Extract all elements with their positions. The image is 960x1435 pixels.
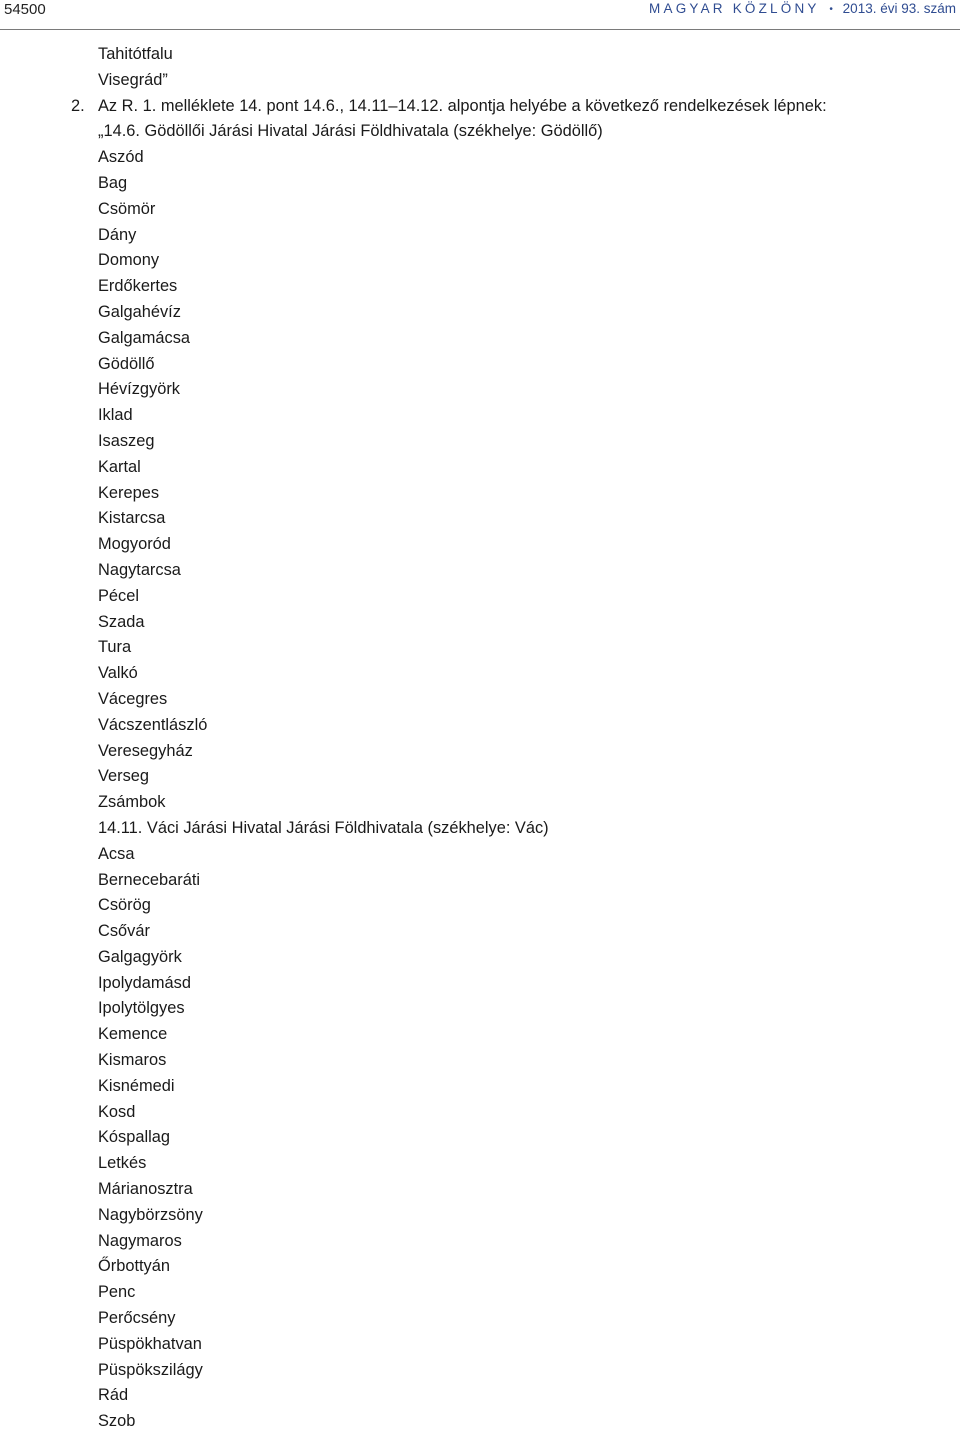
- settlement-item: Galgahévíz: [98, 302, 181, 321]
- settlement-item: Valkó: [98, 664, 138, 683]
- amendment-paragraph: [0, 94, 960, 120]
- settlement-item: Letkés: [98, 1154, 147, 1173]
- settlement-item: Mogyoród: [98, 535, 171, 554]
- settlement-item: Kartal: [98, 457, 141, 476]
- settlement-item: Dány: [98, 225, 137, 244]
- settlement-item: Őrbottyán: [98, 1257, 170, 1276]
- settlement-item: Csővár: [98, 922, 150, 941]
- settlement-item: Erdőkertes: [98, 277, 178, 296]
- settlement-item: Szada: [98, 612, 145, 631]
- settlement-item: Szob: [98, 1412, 136, 1431]
- header-separator: •: [829, 4, 833, 15]
- settlement-item: Püspökszilágy: [98, 1360, 203, 1379]
- settlement-item: Galgagyörk: [98, 947, 182, 966]
- settlement-item: Penc: [98, 1283, 136, 1302]
- settlement-item: Kisnémedi: [98, 1076, 175, 1095]
- settlement-item: Vácegres: [98, 689, 168, 708]
- list-item: Visegrád”: [98, 70, 168, 89]
- document-body: [0, 42, 960, 1435]
- settlement-item: Tura: [98, 638, 132, 657]
- settlement-item: Kistarcsa: [98, 509, 166, 528]
- settlement-item: Acsa: [98, 844, 135, 863]
- settlement-item: Isaszeg: [98, 431, 155, 450]
- settlement-item: Gödöllő: [98, 354, 155, 373]
- settlement-item: Nagybörzsöny: [98, 1205, 203, 1224]
- journal-info: [649, 1, 956, 16]
- settlement-item: Zsámbok: [98, 793, 166, 812]
- settlement-item: Pécel: [98, 586, 140, 605]
- settlement-item: Vácszentlászló: [98, 715, 208, 734]
- settlement-item: Kóspallag: [98, 1128, 170, 1147]
- settlement-item: Ipolydamásd: [98, 973, 191, 992]
- settlement-item: Ipolytölgyes: [98, 999, 185, 1018]
- settlement-item: Bernecebaráti: [98, 870, 201, 889]
- settlement-item: Nagymaros: [98, 1231, 182, 1250]
- settlement-item: Csömör: [98, 199, 156, 218]
- sections-container: [0, 119, 960, 1435]
- settlement-item: Bag: [98, 173, 128, 192]
- journal-issue: 2013. évi 93. szám: [842, 1, 956, 16]
- section-heading: „14.6. Gödöllői Járási Hivatal Járási Földhivatala (székhelye: Gödöllő): [98, 122, 603, 141]
- settlement-item: Kerepes: [98, 483, 160, 502]
- settlement-item: Csörög: [98, 896, 151, 915]
- settlement-item: Hévízgyörk: [98, 380, 180, 399]
- settlement-item: Kismaros: [98, 1051, 167, 1070]
- settlement-item: Verseg: [98, 767, 150, 786]
- settlement-item: Aszód: [98, 148, 144, 167]
- settlement-item: Márianosztra: [98, 1180, 193, 1199]
- settlement-item: Domony: [98, 251, 160, 270]
- page-header: [0, 0, 960, 30]
- settlement-item: Kemence: [98, 1025, 168, 1044]
- settlement-item: Kosd: [98, 1102, 136, 1121]
- section-heading: 14.11. Váci Járási Hivatal Járási Földhivatala (székhelye: Vác): [98, 818, 549, 837]
- amendment-number: 2.: [71, 96, 85, 115]
- settlement-item: Püspökhatvan: [98, 1334, 202, 1353]
- settlement-item: Perőcsény: [98, 1309, 176, 1328]
- amendment-text: Az R. 1. melléklete 14. pont 14.6., 14.11–14.12. alpontja helyébe a következő rendelkezések lépnek:: [98, 96, 827, 115]
- settlement-item: Iklad: [98, 406, 133, 425]
- settlement-item: Galgamácsa: [98, 328, 191, 347]
- journal-name: MAGYAR KÖZLÖNY: [649, 1, 820, 16]
- list-item: Tahitótfalu: [98, 45, 173, 63]
- settlement-item: Nagytarcsa: [98, 560, 181, 579]
- settlement-item: Veresegyház: [98, 741, 193, 760]
- settlement-item: Rád: [98, 1386, 129, 1405]
- page-number: 54500: [4, 1, 46, 18]
